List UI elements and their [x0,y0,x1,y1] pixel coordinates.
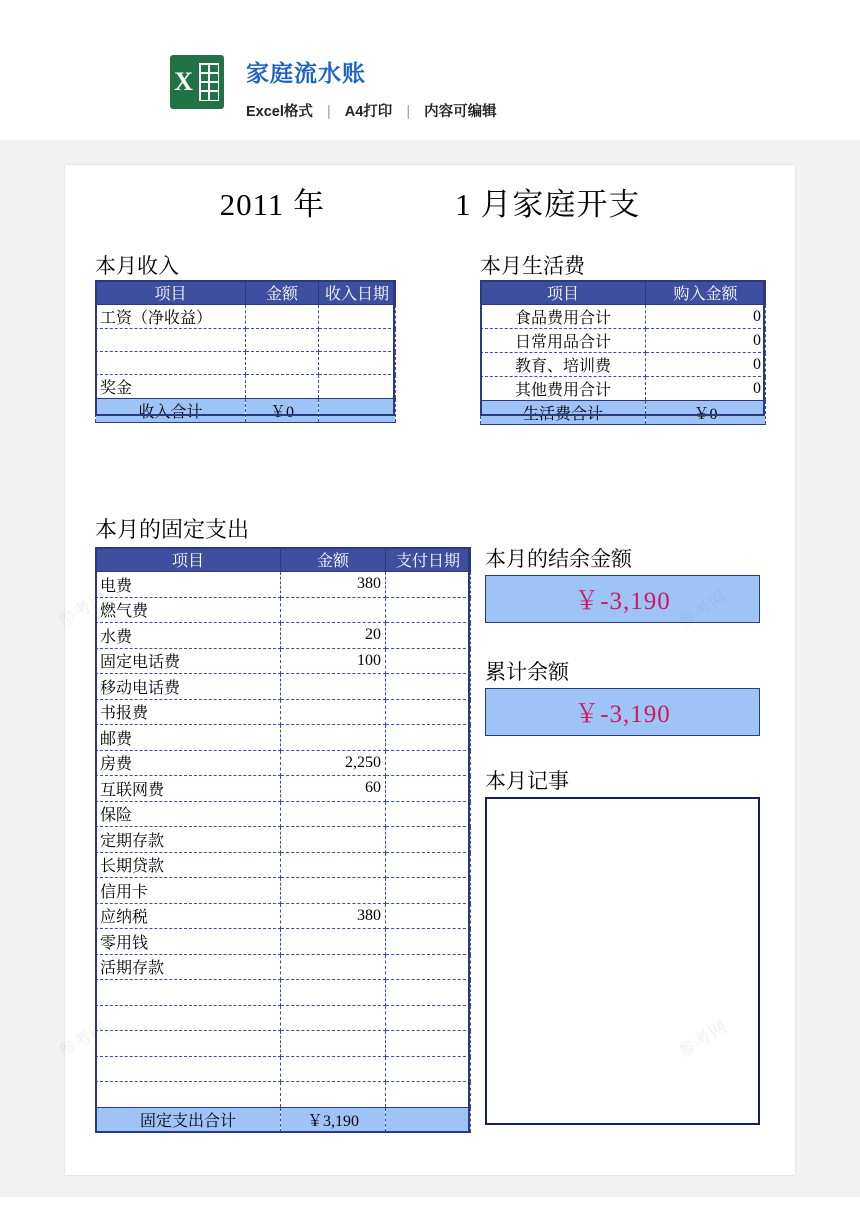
living-amount[interactable]: 0 [646,329,766,353]
table-row[interactable] [96,597,471,623]
table-row[interactable] [96,305,396,329]
living-table-header-row [481,281,766,305]
income-date[interactable] [319,352,396,375]
fixed-amount[interactable]: 2,250 [281,750,386,776]
header-inner [170,55,497,121]
fixed-amount[interactable] [281,1031,386,1057]
income-col-item: 项目 [96,281,246,305]
living-col-amount: 购入金额 [646,281,766,305]
fixed-item[interactable]: 水费 [96,623,281,649]
table-row[interactable] [481,329,766,353]
balance-amount-box [485,575,760,623]
living-item[interactable]: 教育、培训费 [481,353,646,377]
meta-editable: 内容可编辑 [424,104,497,120]
income-item[interactable] [96,329,246,352]
note-section-label: 本月记事 [485,769,569,793]
table-row[interactable] [96,572,471,598]
meta-print: A4打印 [344,104,393,120]
fixed-item[interactable]: 应纳税 [96,903,281,929]
fixed-date[interactable] [386,776,471,802]
fixed-item[interactable] [96,980,281,1006]
table-row[interactable] [96,929,471,955]
fixed-amount[interactable] [281,674,386,700]
title-month: 1 月家庭开支 [455,187,641,222]
table-row[interactable] [481,377,766,401]
fixed-date[interactable] [386,1005,471,1031]
fixed-amount[interactable]: 100 [281,648,386,674]
fixed-table-body [96,572,471,1108]
table-row[interactable] [96,852,471,878]
living-item[interactable]: 日常用品合计 [481,329,646,353]
title-year: 2011 年 [219,187,326,222]
fixed-date[interactable] [386,878,471,904]
fixed-item[interactable] [96,1082,281,1108]
fixed-item[interactable]: 定期存款 [96,827,281,853]
excel-logo-icon [170,55,224,109]
excel-logo-letter: X [174,67,193,96]
header-meta [246,100,497,121]
fixed-amount[interactable] [281,852,386,878]
living-col-item: 项目 [481,281,646,305]
fixed-amount[interactable] [281,980,386,1006]
fixed-item[interactable]: 书报费 [96,699,281,725]
table-row[interactable] [96,1005,471,1031]
meta-format: Excel格式 [246,104,313,120]
balance-section-label: 本月的结余金额 [485,547,632,571]
fixed-item[interactable]: 零用钱 [96,929,281,955]
fixed-total-row [96,1107,471,1133]
fixed-item[interactable]: 电费 [96,572,281,598]
income-table [95,280,396,423]
fixed-col-date: 支付日期 [386,548,471,572]
fixed-amount[interactable] [281,954,386,980]
living-amount[interactable]: 0 [646,353,766,377]
cumulative-amount-value: ￥-3,190 [574,701,671,728]
fixed-amount[interactable] [281,597,386,623]
income-amount[interactable] [246,305,319,329]
income-item[interactable]: 奖金 [96,375,246,399]
income-total-label: 收入合计 [96,399,246,423]
fixed-expense-table [95,547,471,1133]
fixed-item[interactable] [96,1031,281,1057]
fixed-date[interactable] [386,1031,471,1057]
table-row[interactable] [96,1056,471,1082]
income-item[interactable]: 工资（净收益） [96,305,246,329]
fixed-amount[interactable]: 380 [281,903,386,929]
table-row[interactable] [96,776,471,802]
fixed-item[interactable]: 燃气费 [96,597,281,623]
fixed-item[interactable]: 信用卡 [96,878,281,904]
fixed-amount[interactable] [281,878,386,904]
income-table-header-row [96,281,396,305]
fixed-date[interactable] [386,929,471,955]
fixed-col-amount: 金额 [281,548,386,572]
income-date[interactable] [319,305,396,329]
page-header [0,0,860,140]
income-date[interactable] [319,329,396,352]
table-row[interactable] [96,1082,471,1108]
footer-strip [0,1197,860,1219]
income-col-date: 收入日期 [319,281,396,305]
fixed-date[interactable] [386,648,471,674]
living-item[interactable]: 其他费用合计 [481,377,646,401]
income-amount[interactable] [246,352,319,375]
table-row[interactable] [481,305,766,329]
fixed-total-label: 固定支出合计 [96,1107,281,1133]
income-amount[interactable] [246,329,319,352]
living-amount[interactable]: 0 [646,305,766,329]
income-date[interactable] [319,375,396,399]
watermark: 参考网 [55,586,111,632]
income-total-row [96,399,396,423]
living-total-value: ￥0 [646,401,766,425]
fixed-amount[interactable] [281,929,386,955]
fixed-date[interactable] [386,623,471,649]
header-text [246,55,497,121]
fixed-item[interactable]: 移动电话费 [96,674,281,700]
living-total-row [481,401,766,425]
income-item[interactable] [96,352,246,375]
fixed-date[interactable] [386,1056,471,1082]
table-row[interactable] [96,375,396,399]
excel-logo-grid [199,63,219,101]
fixed-table-header-row [96,548,471,572]
fixed-date[interactable] [386,725,471,751]
living-section-label: 本月生活费 [480,254,585,278]
table-row[interactable] [96,1031,471,1057]
fixed-item[interactable] [96,1005,281,1031]
fixed-date[interactable] [386,827,471,853]
meta-separator-1: | [326,104,331,120]
table-row[interactable] [96,903,471,929]
living-amount[interactable]: 0 [646,377,766,401]
table-row[interactable] [96,699,471,725]
fixed-amount[interactable] [281,1005,386,1031]
table-row[interactable] [96,648,471,674]
fixed-amount[interactable] [281,801,386,827]
fixed-item[interactable]: 互联网费 [96,776,281,802]
table-row[interactable] [96,878,471,904]
fixed-date[interactable] [386,801,471,827]
fixed-item[interactable]: 邮费 [96,725,281,751]
fixed-date[interactable] [386,980,471,1006]
cumulative-section-label: 累计余额 [485,660,569,684]
fixed-amount[interactable] [281,827,386,853]
table-row[interactable] [96,352,396,375]
fixed-date[interactable] [386,572,471,598]
table-row[interactable] [96,801,471,827]
fixed-item[interactable]: 长期贷款 [96,852,281,878]
income-col-amount: 金额 [246,281,319,305]
fixed-amount[interactable]: 60 [281,776,386,802]
fixed-date[interactable] [386,597,471,623]
living-total-label: 生活费合计 [481,401,646,425]
income-total-extra [319,399,396,423]
page-title: 家庭流水账 [246,60,366,86]
living-table [480,280,766,425]
fixed-date[interactable] [386,852,471,878]
spreadsheet-page [55,165,795,1175]
table-row[interactable] [96,623,471,649]
fixed-amount[interactable] [281,725,386,751]
fixed-total-value: ￥3,190 [281,1107,386,1133]
fixed-item[interactable]: 房费 [96,750,281,776]
meta-separator-2: | [406,104,411,120]
fixed-date[interactable] [386,674,471,700]
fixed-col-item: 项目 [96,548,281,572]
table-row[interactable] [96,954,471,980]
living-item[interactable]: 食品费用合计 [481,305,646,329]
document-title [65,179,795,224]
income-section-label: 本月收入 [95,254,179,278]
fixed-date[interactable] [386,903,471,929]
fixed-item[interactable]: 保险 [96,801,281,827]
income-total-value: ￥0 [246,399,319,423]
fixed-amount[interactable] [281,1082,386,1108]
fixed-item[interactable] [96,1056,281,1082]
fixed-total-extra [386,1107,471,1133]
note-textarea[interactable] [485,797,760,1125]
table-row[interactable] [481,353,766,377]
fixed-item[interactable]: 活期存款 [96,954,281,980]
fixed-amount[interactable]: 20 [281,623,386,649]
fixed-amount[interactable] [281,699,386,725]
table-row[interactable] [96,329,396,352]
income-amount[interactable] [246,375,319,399]
fixed-amount[interactable]: 380 [281,572,386,598]
table-row[interactable] [96,674,471,700]
fixed-date[interactable] [386,1082,471,1108]
table-row[interactable] [96,725,471,751]
table-row[interactable] [96,750,471,776]
fixed-date[interactable] [386,699,471,725]
table-row[interactable] [96,827,471,853]
fixed-date[interactable] [386,750,471,776]
balance-amount-value: ￥-3,190 [574,588,671,615]
cumulative-amount-box [485,688,760,736]
fixed-section-label: 本月的固定支出 [95,517,250,542]
fixed-date[interactable] [386,954,471,980]
fixed-item[interactable]: 固定电话费 [96,648,281,674]
fixed-amount[interactable] [281,1056,386,1082]
watermark: 参考网 [55,1016,111,1062]
table-row[interactable] [96,980,471,1006]
